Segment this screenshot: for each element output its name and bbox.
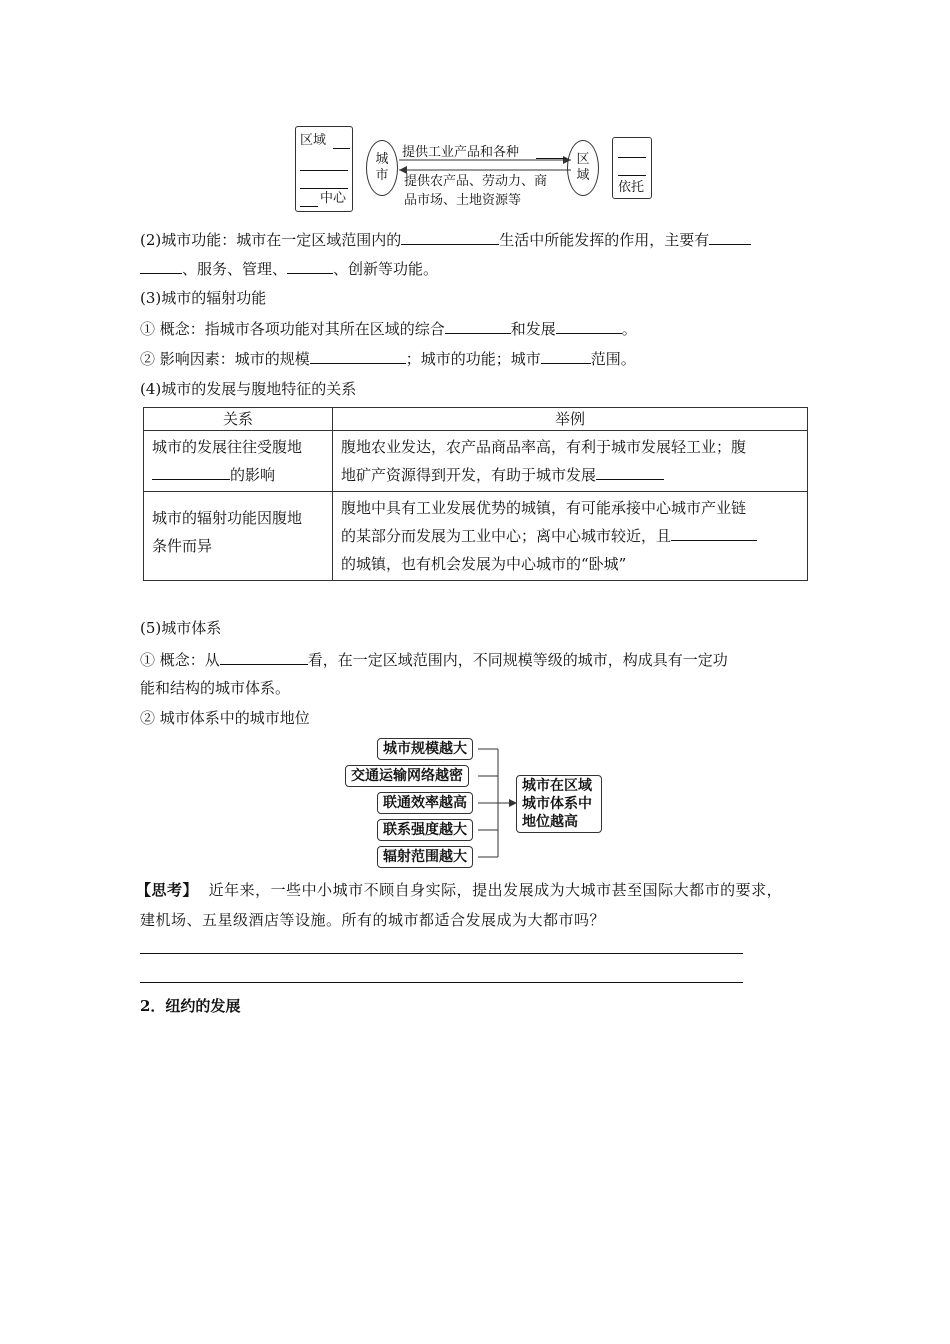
table-header: 举例 xyxy=(333,408,808,431)
relation-table xyxy=(143,407,808,581)
blank xyxy=(310,348,406,364)
left-box-label-3: 中心 xyxy=(320,191,347,206)
table-row xyxy=(144,492,808,581)
think-label: 【思考】 xyxy=(136,881,199,899)
factor-box: 辐射范围越大 xyxy=(377,846,473,868)
think-line-1: 【思考】 近年来，一些中小城市不顾自身实际，提出发展成为大城市甚至国际大都市的要求， xyxy=(136,881,783,899)
p2-line1: (2)城市功能：城市在一定区域范围内的 生活中所能发挥的作用，主要有 xyxy=(140,229,751,250)
city-ellipse: 城 市 xyxy=(366,140,398,196)
table-cell: 腹地农业发达，农产品商品率高，有利于城市发展轻工业；腹 地矿产资源得到开发，有助于城市发展 xyxy=(333,431,808,492)
answer-line xyxy=(140,953,743,954)
table-row xyxy=(144,431,808,492)
region-ellipse: 区 域 xyxy=(567,140,599,196)
blank xyxy=(541,348,591,364)
table-header-row xyxy=(144,408,808,431)
blank xyxy=(671,525,757,541)
blank xyxy=(287,258,333,274)
table-cell: 城市的辐射功能因腹地 条件而异 xyxy=(144,492,333,581)
p5-position: ② 城市体系中的城市地位 xyxy=(140,709,310,727)
left-box-blank-a xyxy=(333,148,350,149)
p5-concept-1: ① 概念：从 看，在一定区域范围内，不同规模等级的城市，构成具有一定功 xyxy=(140,651,728,669)
factor-box: 城市规模越大 xyxy=(377,738,473,760)
connector-lines xyxy=(475,740,520,870)
answer-line xyxy=(140,982,743,983)
arrow-top-label: 提供工业产品和各种 xyxy=(402,145,520,160)
arrow-bottom-label-1: 提供农产品、劳动力、商 xyxy=(404,174,548,189)
factor-box: 联系强度越大 xyxy=(377,819,473,841)
p5-concept-2: 能和结构的城市体系。 xyxy=(140,679,291,697)
left-box-blank-d xyxy=(300,206,318,207)
p5-title: (5)城市体系 xyxy=(140,619,222,637)
left-box-blank-c xyxy=(300,188,348,189)
p4-title: (4)城市的发展与腹地特征的关系 xyxy=(140,380,357,398)
p3-factor: ② 影响因素：城市的规模 ；城市的功能；城市 范围。 xyxy=(140,350,636,368)
blank xyxy=(556,318,622,334)
p3-title: (3)城市的辐射功能 xyxy=(140,289,267,307)
arrow-bottom-label-2: 品市场、土地资源等 xyxy=(404,193,522,208)
table-cell: 腹地中具有工业发展优势的城镇，有可能承接中心城市产业链 的某部分而发展为工业中心；离中心城市较近，且 的城镇，也有机会发展为中心城市的“卧城” xyxy=(333,492,808,581)
right-box-blank-a xyxy=(618,157,646,158)
factor-box: 交通运输网络越密 xyxy=(345,765,469,787)
blank xyxy=(709,229,751,245)
arrow-top-blank xyxy=(536,158,566,159)
blank xyxy=(401,229,499,245)
think-line-2: 建机场、五星级酒店等设施。所有的城市都适合发展成为大都市吗？ xyxy=(140,911,606,929)
left-box-label-1: 区域 xyxy=(300,133,327,148)
blank xyxy=(140,258,182,274)
blank xyxy=(220,649,308,665)
section-heading: 2．纽约的发展 xyxy=(140,997,241,1015)
p3-concept: ① 概念：指城市各项功能对其所在区域的综合 和发展 。 xyxy=(140,320,637,338)
blank xyxy=(596,464,664,480)
result-box: 城市在区域 城市体系中 地位越高 xyxy=(516,775,602,833)
table-cell: 城市的发展往往受腹地 的影响 xyxy=(144,431,333,492)
p2-line2: 、服务、管理、 、创新等功能。 xyxy=(140,258,438,279)
factor-box: 联通效率越高 xyxy=(377,792,473,814)
blank xyxy=(152,464,230,480)
right-box-blank-b xyxy=(618,175,646,176)
table-header: 关系 xyxy=(144,408,333,431)
blank xyxy=(445,318,511,334)
left-box-blank-b xyxy=(300,170,348,171)
right-box-label: 依托 xyxy=(618,180,645,195)
